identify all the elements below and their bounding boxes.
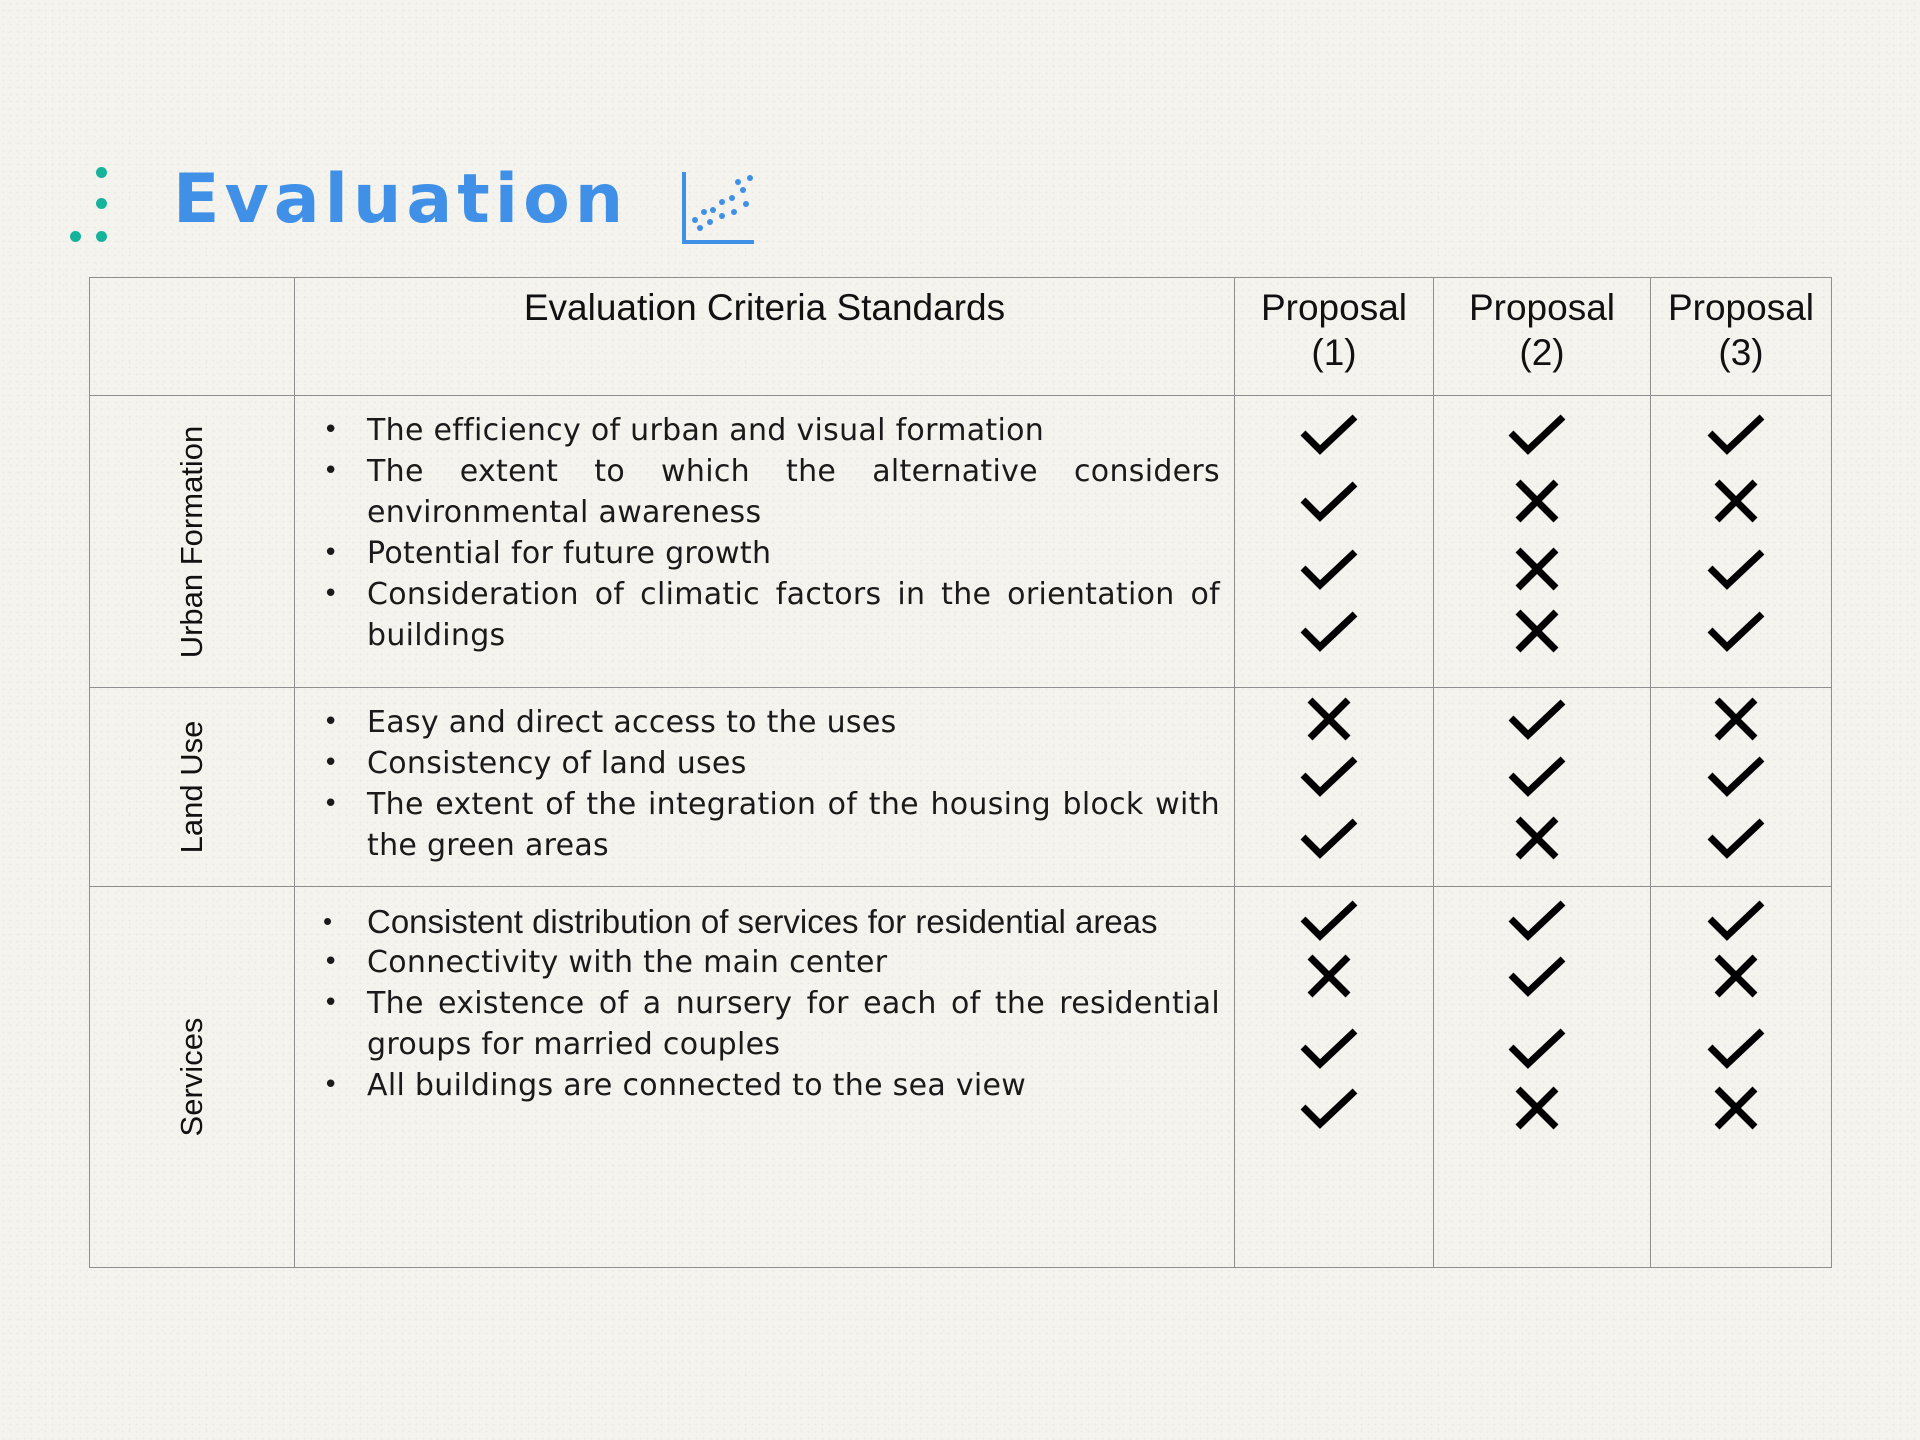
- header-blank-cell: [90, 278, 295, 396]
- criteria-cell: [295, 887, 1235, 1268]
- check-icon: [1298, 608, 1360, 654]
- cross-icon: [1705, 696, 1767, 742]
- category-label-urban-formation: Urban Formation: [174, 425, 209, 658]
- check-icon: [1506, 897, 1568, 943]
- category-label-land-use: Land Use: [174, 720, 209, 854]
- table-row-urban-formation: [90, 396, 1832, 688]
- criteria-item: • The efficiency of urban and visual formation: [309, 410, 1220, 451]
- table-row-land-use: [90, 688, 1832, 887]
- cross-icon: [1705, 478, 1767, 524]
- header-proposal-2-label: Proposal (2): [1468, 287, 1616, 373]
- criteria-item: • Consistent distribution of services for residential areas: [309, 901, 1220, 942]
- table-row-services: [90, 887, 1832, 1268]
- header-proposal-2: [1434, 278, 1651, 396]
- criteria-item: • The extent to which the alternative considers environmental awareness: [309, 451, 1220, 533]
- table-header-row: [90, 278, 1832, 396]
- check-icon: [1705, 546, 1767, 592]
- criteria-item: • Connectivity with the main center: [309, 942, 1220, 983]
- proposal-1-marks: [1235, 887, 1434, 1268]
- title-dots-decoration: [66, 165, 116, 245]
- criteria-list: [309, 702, 1220, 866]
- header-proposal-3-label: Proposal (3): [1667, 287, 1815, 373]
- check-icon: [1506, 753, 1568, 799]
- criteria-cell: [295, 688, 1235, 887]
- criteria-item: • All buildings are connected to the sea view: [309, 1065, 1220, 1106]
- proposal-2-marks: [1434, 688, 1651, 887]
- check-icon: [1298, 1085, 1360, 1131]
- header-proposal-3: [1651, 278, 1832, 396]
- cross-icon: [1705, 953, 1767, 999]
- criteria-item: • Potential for future growth: [309, 533, 1220, 574]
- criteria-item: • Easy and direct access to the uses: [309, 702, 1220, 743]
- scatter-chart-icon: [680, 170, 756, 246]
- check-icon: [1705, 815, 1767, 861]
- criteria-item: • Consistency of land uses: [309, 743, 1220, 784]
- check-icon: [1298, 897, 1360, 943]
- check-icon: [1298, 815, 1360, 861]
- header-criteria: Evaluation Criteria Standards: [295, 278, 1235, 396]
- cross-icon: [1298, 696, 1360, 742]
- check-icon: [1506, 696, 1568, 742]
- check-icon: [1298, 546, 1360, 592]
- check-icon: [1705, 1025, 1767, 1071]
- cross-icon: [1506, 815, 1568, 861]
- header-proposal-1: [1235, 278, 1434, 396]
- check-icon: [1705, 753, 1767, 799]
- criteria-list: [309, 901, 1220, 1106]
- cross-icon: [1506, 478, 1568, 524]
- evaluation-table: [89, 277, 1832, 1268]
- check-icon: [1298, 753, 1360, 799]
- proposal-3-marks: [1651, 396, 1832, 688]
- check-icon: [1298, 411, 1360, 457]
- cross-icon: [1298, 953, 1360, 999]
- check-icon: [1506, 953, 1568, 999]
- criteria-item: • The existence of a nursery for each of the residential groups for married couples: [309, 983, 1220, 1065]
- category-cell: [90, 887, 295, 1268]
- criteria-item: • The extent of the integration of the housing block with the green areas: [309, 784, 1220, 866]
- cross-icon: [1705, 1085, 1767, 1131]
- page-title: Evaluation: [173, 160, 629, 239]
- criteria-list: [309, 410, 1220, 656]
- cross-icon: [1506, 608, 1568, 654]
- header-proposal-1-label: Proposal (1): [1260, 287, 1408, 373]
- check-icon: [1506, 411, 1568, 457]
- category-cell: [90, 688, 295, 887]
- check-icon: [1298, 478, 1360, 524]
- criteria-item: • Consideration of climatic factors in the orientation of buildings: [309, 574, 1220, 656]
- proposal-2-marks: [1434, 887, 1651, 1268]
- check-icon: [1705, 608, 1767, 654]
- check-icon: [1298, 1025, 1360, 1071]
- cross-icon: [1506, 546, 1568, 592]
- check-icon: [1705, 411, 1767, 457]
- check-icon: [1506, 1025, 1568, 1071]
- proposal-1-marks: [1235, 688, 1434, 887]
- proposal-1-marks: [1235, 396, 1434, 688]
- proposal-2-marks: [1434, 396, 1651, 688]
- cross-icon: [1506, 1085, 1568, 1131]
- check-icon: [1705, 897, 1767, 943]
- category-label-services: Services: [174, 1017, 209, 1137]
- proposal-3-marks: [1651, 887, 1832, 1268]
- category-cell: [90, 396, 295, 688]
- proposal-3-marks: [1651, 688, 1832, 887]
- criteria-cell: [295, 396, 1235, 688]
